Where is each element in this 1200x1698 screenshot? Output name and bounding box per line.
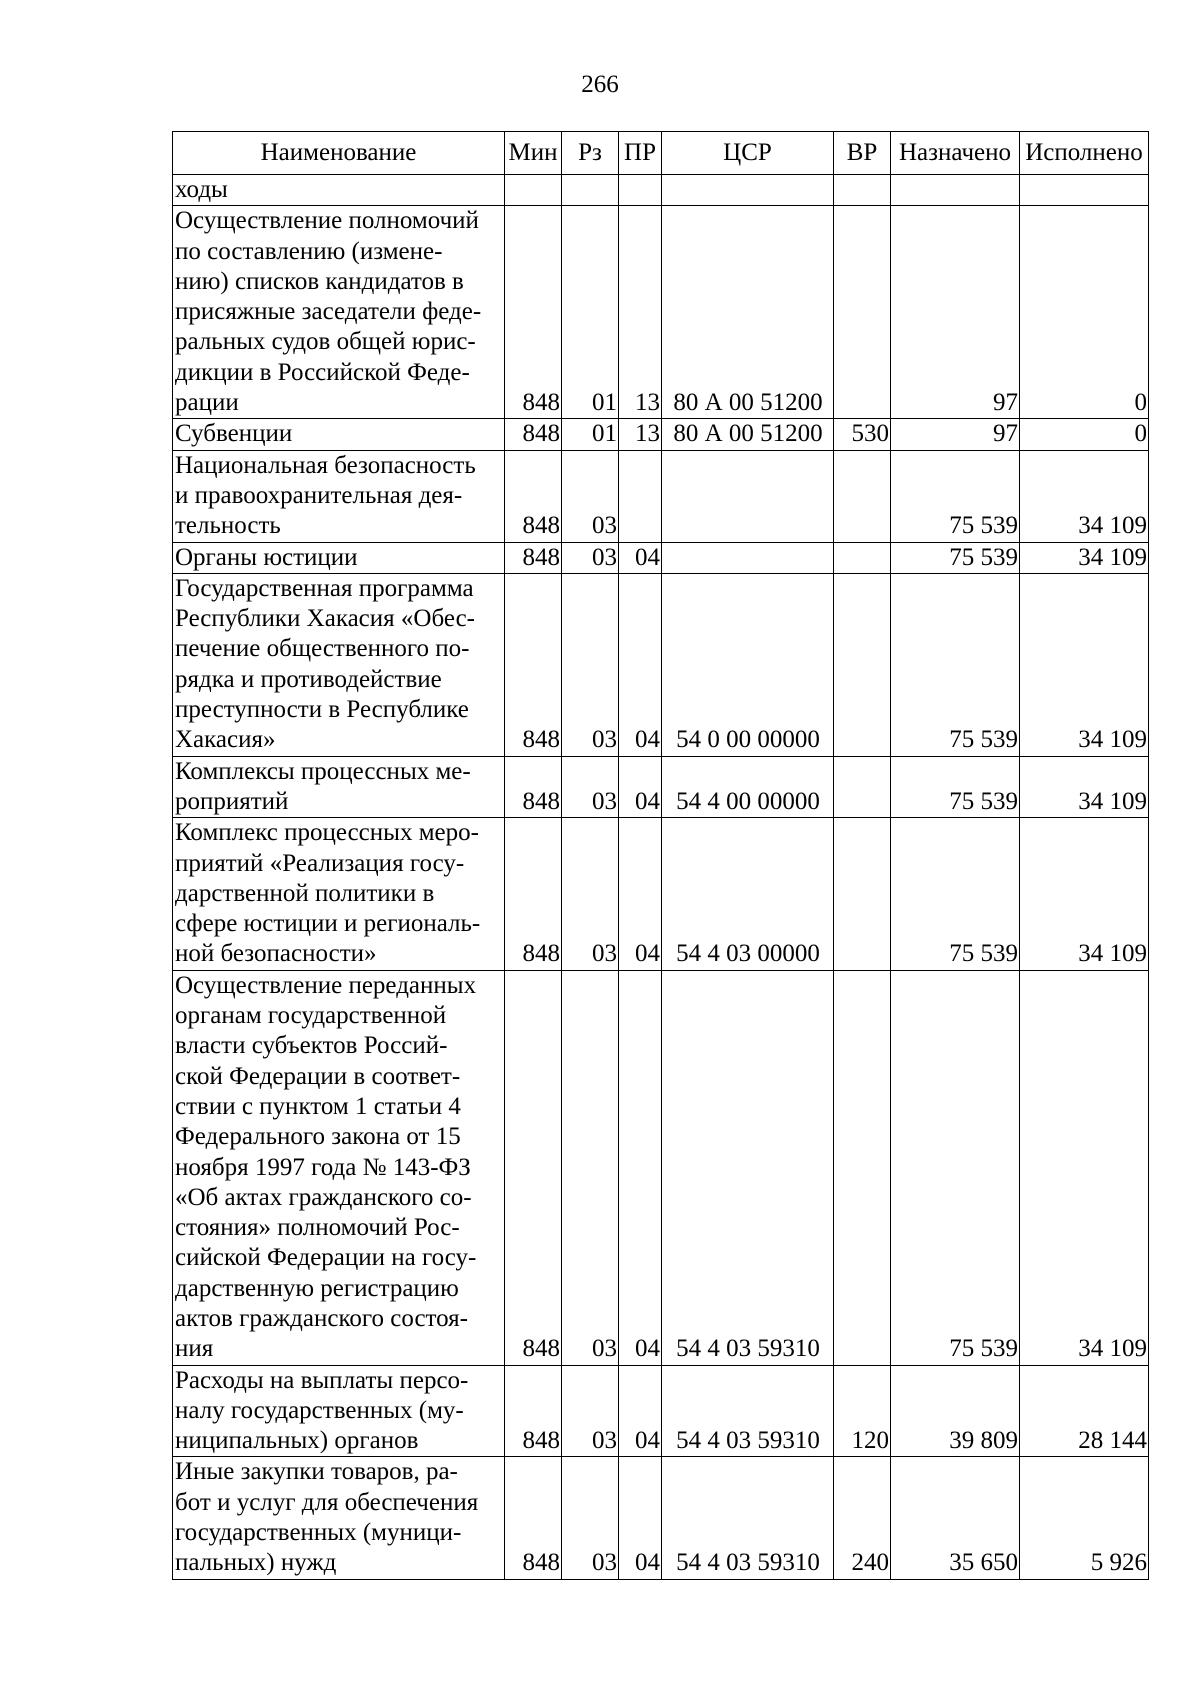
csr-cell: 54 4 03 00000	[662, 818, 834, 970]
assigned-cell: 75 539	[891, 756, 1020, 818]
executed-cell: 34 109	[1020, 970, 1149, 1365]
csr-cell	[662, 542, 834, 573]
header-vr: ВР	[834, 132, 891, 175]
rz-cell: 03	[562, 970, 619, 1365]
pr-cell: 04	[619, 970, 662, 1365]
pr-cell: 04	[619, 756, 662, 818]
rz-cell: 01	[562, 419, 619, 450]
table-row	[173, 450, 1149, 542]
assigned-cell: 97	[891, 419, 1020, 450]
pr-cell	[619, 175, 662, 206]
csr-cell: 54 0 00 00000	[662, 573, 834, 756]
header-rz: Рз	[562, 132, 619, 175]
pr-cell: 04	[619, 542, 662, 573]
csr-cell	[662, 175, 834, 206]
rz-cell	[562, 175, 619, 206]
pr-cell: 13	[619, 419, 662, 450]
name-cell: Комплекс процессных меро- приятий «Реализация госу- дарственной политики в сфере юстиции и региональ- ной безопасности»	[173, 818, 505, 970]
csr-cell: 54 4 00 00000	[662, 756, 834, 818]
vr-cell	[834, 450, 891, 542]
header-min: Мин	[505, 132, 562, 175]
vr-cell: 120	[834, 1365, 891, 1457]
table-header-row	[173, 132, 1149, 175]
csr-cell: 54 4 03 59310	[662, 1365, 834, 1457]
pr-cell: 04	[619, 1457, 662, 1579]
assigned-cell	[891, 175, 1020, 206]
rz-cell: 01	[562, 206, 619, 419]
csr-cell: 80 А 00 51200	[662, 206, 834, 419]
table-row	[173, 419, 1149, 450]
rz-cell: 03	[562, 818, 619, 970]
assigned-cell: 75 539	[891, 573, 1020, 756]
min-cell: 848	[505, 573, 562, 756]
executed-cell	[1020, 175, 1149, 206]
executed-cell: 0	[1020, 206, 1149, 419]
name-cell: Осуществление переданных органам государственной власти субъектов Россий- ской Федерации в соответ- ствии с пунктом 1 статьи 4 Федерального закона от 15 ноября 1997 года № 143-ФЗ «Об актах гражданского со- стояния» полномочий Рос- сийской Федерации на госу- дарственную регистрацию актов гражданского состоя- ния	[173, 970, 505, 1365]
csr-cell: 54 4 03 59310	[662, 1457, 834, 1579]
table-row	[173, 756, 1149, 818]
rz-cell: 03	[562, 1365, 619, 1457]
min-cell: 848	[505, 450, 562, 542]
rz-cell: 03	[562, 573, 619, 756]
assigned-cell: 35 650	[891, 1457, 1020, 1579]
table-row	[173, 1365, 1149, 1457]
min-cell: 848	[505, 756, 562, 818]
name-cell: Национальная безопасность и правоохранительная дея- тельность	[173, 450, 505, 542]
executed-cell: 34 109	[1020, 542, 1149, 573]
min-cell: 848	[505, 206, 562, 419]
executed-cell: 5 926	[1020, 1457, 1149, 1579]
vr-cell	[834, 175, 891, 206]
name-cell: Государственная программа Республики Хакасия «Обес- печение общественного по- рядка и противодействие преступности в Республике Хакасия»	[173, 573, 505, 756]
csr-cell: 54 4 03 59310	[662, 970, 834, 1365]
header-name: Наименование	[173, 132, 505, 175]
rz-cell: 03	[562, 542, 619, 573]
table-row	[173, 206, 1149, 419]
min-cell: 848	[505, 419, 562, 450]
pr-cell: 04	[619, 573, 662, 756]
csr-cell	[662, 450, 834, 542]
vr-cell	[834, 756, 891, 818]
rz-cell: 03	[562, 450, 619, 542]
rz-cell: 03	[562, 756, 619, 818]
csr-cell: 80 А 00 51200	[662, 419, 834, 450]
vr-cell	[834, 542, 891, 573]
table-row	[173, 542, 1149, 573]
executed-cell: 34 109	[1020, 756, 1149, 818]
vr-cell: 530	[834, 419, 891, 450]
table-row	[173, 573, 1149, 756]
min-cell: 848	[505, 1365, 562, 1457]
executed-cell: 0	[1020, 419, 1149, 450]
assigned-cell: 75 539	[891, 970, 1020, 1365]
pr-cell	[619, 450, 662, 542]
name-cell: Субвенции	[173, 419, 505, 450]
header-assigned: Назначено	[891, 132, 1020, 175]
header-csr: ЦСР	[662, 132, 834, 175]
vr-cell	[834, 818, 891, 970]
executed-cell: 28 144	[1020, 1365, 1149, 1457]
table-row	[173, 175, 1149, 206]
min-cell: 848	[505, 970, 562, 1365]
table-row	[173, 818, 1149, 970]
vr-cell	[834, 573, 891, 756]
pr-cell: 04	[619, 818, 662, 970]
min-cell: 848	[505, 542, 562, 573]
assigned-cell: 39 809	[891, 1365, 1020, 1457]
header-executed: Исполнено	[1020, 132, 1149, 175]
assigned-cell: 97	[891, 206, 1020, 419]
table-body	[173, 175, 1149, 1580]
assigned-cell: 75 539	[891, 818, 1020, 970]
executed-cell: 34 109	[1020, 818, 1149, 970]
name-cell: Комплексы процессных ме- роприятий	[173, 756, 505, 818]
page-number: 266	[581, 71, 619, 98]
name-cell: Расходы на выплаты персо- налу государственных (му- ниципальных) органов	[173, 1365, 505, 1457]
min-cell	[505, 175, 562, 206]
assigned-cell: 75 539	[891, 450, 1020, 542]
header-pr: ПР	[619, 132, 662, 175]
assigned-cell: 75 539	[891, 542, 1020, 573]
table-row	[173, 970, 1149, 1365]
table-row	[173, 1457, 1149, 1579]
name-cell: Органы юстиции	[173, 542, 505, 573]
min-cell: 848	[505, 1457, 562, 1579]
name-cell: ходы	[173, 175, 505, 206]
vr-cell	[834, 206, 891, 419]
rz-cell: 03	[562, 1457, 619, 1579]
name-cell: Осуществление полномочий по составлению (измене- нию) списков кандидатов в присяжные заседатели феде- ральных судов общей юрис- дикции в Российской Феде- рации	[173, 206, 505, 419]
vr-cell	[834, 970, 891, 1365]
pr-cell: 13	[619, 206, 662, 419]
pr-cell: 04	[619, 1365, 662, 1457]
min-cell: 848	[505, 818, 562, 970]
executed-cell: 34 109	[1020, 573, 1149, 756]
name-cell: Иные закупки товаров, ра- бот и услуг для обеспечения государственных (муници- пальных) нужд	[173, 1457, 505, 1579]
vr-cell: 240	[834, 1457, 891, 1579]
executed-cell: 34 109	[1020, 450, 1149, 542]
budget-table	[172, 131, 1149, 1580]
